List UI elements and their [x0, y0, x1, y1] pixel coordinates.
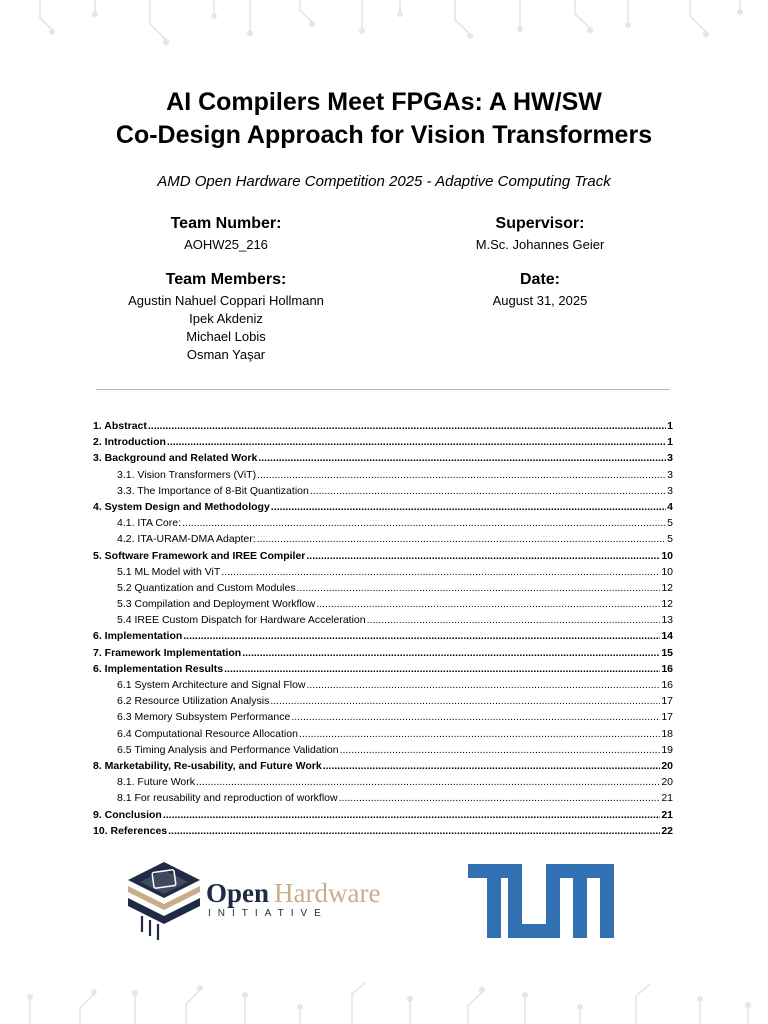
toc-entry[interactable]	[93, 612, 673, 628]
toc-entry-page: 17	[661, 695, 673, 708]
toc-entry-label: 5.1 ML Model with ViT	[117, 565, 221, 578]
team-member-name: Ipek Akdeniz	[189, 311, 263, 326]
toc-entry[interactable]	[93, 661, 673, 677]
supervisor-block	[410, 214, 670, 254]
toc-entry[interactable]	[93, 548, 673, 564]
toc-entry[interactable]	[93, 418, 673, 434]
toc-entry-page: 12	[661, 598, 673, 611]
toc-leader-dots	[297, 580, 661, 596]
team-number-block	[96, 214, 356, 254]
toc-leader-dots	[306, 548, 660, 564]
toc-entry[interactable]	[93, 531, 673, 547]
toc-entry-page: 21	[661, 792, 673, 805]
logo-tagline: INITIATIVE	[208, 908, 328, 919]
toc-entry-label: 3.3. The Importance of 8-Bit Quantization	[117, 484, 309, 497]
toc-entry-page: 1	[667, 420, 673, 432]
toc-entry[interactable]	[93, 515, 673, 531]
toc-leader-dots	[257, 467, 666, 483]
toc-leader-dots	[291, 709, 660, 725]
toc-entry-label: 6. Implementation Results	[93, 662, 224, 675]
toc-leader-dots	[224, 661, 660, 677]
toc-entry-label: 4.2. ITA-URAM-DMA Adapter:	[117, 533, 256, 546]
toc-entry[interactable]	[93, 790, 673, 806]
toc-entry-page: 21	[661, 808, 673, 821]
toc-entry-label: 7. Framework Implementation	[93, 646, 242, 659]
toc-entry-page: 10	[661, 565, 673, 578]
toc-leader-dots	[196, 774, 660, 790]
supervisor-value: M.Sc. Johannes Geier	[475, 237, 605, 252]
openhardware-logo	[128, 862, 398, 944]
toc-entry-page: 18	[661, 727, 673, 740]
toc-leader-dots	[340, 742, 661, 758]
toc-entry-page: 3	[667, 484, 673, 497]
toc-entry-page: 16	[661, 679, 673, 691]
circuit-pattern-top	[0, 0, 768, 50]
toc-leader-dots	[167, 434, 666, 450]
table-of-contents	[93, 418, 673, 839]
toc-entry-page: 1	[667, 436, 673, 449]
toc-leader-dots	[339, 790, 661, 806]
toc-entry-page: 4	[667, 500, 673, 513]
toc-entry-page: 19	[661, 743, 673, 756]
circuit-pattern-bottom	[0, 980, 768, 1024]
toc-entry-page: 3	[667, 468, 673, 481]
toc-entry-label: 2. Introduction	[93, 436, 166, 449]
toc-entry[interactable]	[93, 677, 673, 693]
toc-entry[interactable]	[93, 434, 673, 450]
toc-entry[interactable]	[93, 467, 673, 483]
toc-entry-label: 8. Marketability, Re-usability, and Future Work	[93, 759, 322, 772]
toc-entry[interactable]	[93, 823, 673, 839]
toc-entry-label: 6.5 Timing Analysis and Performance Validation	[117, 743, 339, 756]
horizontal-divider	[96, 389, 670, 390]
toc-entry-page: 5	[667, 517, 673, 530]
title-line-2: Co-Design Approach for Vision Transformers	[115, 121, 653, 149]
toc-entry-label: 5. Software Framework and IREE Compiler	[93, 549, 306, 562]
toc-entry-label: 8.1. Future Work	[117, 776, 196, 789]
toc-entry-page: 20	[661, 776, 673, 789]
date-block	[410, 270, 670, 310]
toc-entry-label: 10. References	[93, 824, 168, 837]
toc-entry-page: 15	[661, 646, 673, 659]
team-member-name: Osman Yaşar	[186, 347, 266, 362]
team-number-heading: Team Number:	[170, 215, 282, 232]
logo-word-hardware: Hardware	[274, 878, 381, 908]
toc-entry-label: 6.1 System Architecture and Signal Flow	[117, 679, 306, 691]
toc-leader-dots	[168, 823, 660, 839]
toc-entry[interactable]	[93, 564, 673, 580]
toc-entry[interactable]	[93, 774, 673, 790]
toc-entry-label: 5.4 IREE Custom Dispatch for Hardware Acceleration	[117, 614, 366, 627]
toc-entry[interactable]	[93, 807, 673, 823]
toc-entry[interactable]	[93, 758, 673, 774]
chip-stack-icon	[128, 862, 200, 940]
document-title	[0, 86, 768, 152]
toc-leader-dots	[270, 693, 660, 709]
toc-leader-dots	[316, 596, 660, 612]
toc-entry-page: 5	[667, 533, 673, 546]
toc-leader-dots	[367, 612, 661, 628]
toc-leader-dots	[242, 645, 660, 661]
toc-leader-dots	[221, 564, 660, 580]
team-member-name: Agustin Nahuel Coppari Hollmann	[128, 293, 324, 308]
subtitle: AMD Open Hardware Competition 2025 - Adaptive Computing Track	[157, 173, 611, 190]
toc-entry[interactable]	[93, 645, 673, 661]
toc-leader-dots	[182, 515, 666, 531]
toc-entry-label: 6.4 Computational Resource Allocation	[117, 727, 298, 740]
toc-entry-page: 22	[661, 824, 673, 837]
toc-entry-page: 16	[661, 662, 673, 675]
toc-entry[interactable]	[93, 596, 673, 612]
toc-entry[interactable]	[93, 499, 673, 515]
toc-leader-dots	[323, 758, 661, 774]
title-line-1: AI Compilers Meet FPGAs: A HW/SW	[166, 88, 602, 116]
toc-entry-page: 10	[661, 549, 673, 562]
team-number-value: AOHW25_216	[184, 237, 268, 252]
toc-entry-label: 4. System Design and Methodology	[93, 500, 270, 513]
toc-leader-dots	[183, 628, 660, 644]
toc-entry-label: 3. Background and Related Work	[93, 452, 258, 465]
team-members-heading: Team Members:	[165, 271, 287, 288]
toc-entry-label: 9. Conclusion	[93, 808, 162, 821]
toc-entry[interactable]	[93, 709, 673, 725]
toc-entry-page: 17	[661, 711, 673, 724]
toc-entry-page: 14	[661, 630, 673, 643]
supervisor-heading: Supervisor:	[495, 215, 585, 232]
team-member-name: Michael Lobis	[186, 329, 266, 344]
toc-leader-dots	[310, 483, 666, 499]
toc-entry[interactable]	[93, 483, 673, 499]
toc-entry-label: 6.2 Resource Utilization Analysis	[117, 695, 270, 708]
toc-entry-page: 13	[661, 614, 673, 627]
toc-leader-dots	[307, 677, 661, 693]
toc-entry-label: 1. Abstract	[93, 420, 147, 432]
toc-leader-dots	[299, 726, 660, 742]
toc-entry-page: 3	[667, 452, 673, 465]
date-heading: Date:	[519, 271, 560, 288]
toc-leader-dots	[163, 807, 660, 823]
toc-entry[interactable]	[93, 450, 673, 466]
toc-leader-dots	[258, 450, 666, 466]
team-members-block	[96, 270, 356, 364]
toc-entry-label: 5.3 Compilation and Deployment Workflow	[117, 598, 316, 611]
toc-entry-label: 8.1 For reusability and reproduction of workflow	[117, 792, 338, 805]
toc-entry-label: 3.1. Vision Transformers (ViT)	[117, 468, 257, 481]
toc-entry[interactable]	[93, 580, 673, 596]
toc-entry-page: 12	[661, 581, 673, 594]
toc-leader-dots	[271, 499, 666, 515]
toc-entry-label: 4.1. ITA Core:	[117, 517, 181, 530]
logo-word-open: Open	[206, 878, 270, 908]
toc-entry[interactable]	[93, 742, 673, 758]
tum-logo	[468, 864, 614, 938]
toc-leader-dots	[148, 418, 666, 434]
toc-leader-dots	[257, 531, 666, 547]
toc-entry[interactable]	[93, 693, 673, 709]
toc-entry-label: 5.2 Quantization and Custom Modules	[117, 581, 296, 594]
toc-entry-page: 20	[661, 759, 673, 772]
date-value: August 31, 2025	[492, 293, 588, 308]
toc-entry-label: 6.3 Memory Subsystem Performance	[117, 711, 291, 724]
toc-entry[interactable]	[93, 726, 673, 742]
toc-entry[interactable]	[93, 628, 673, 644]
toc-entry-label: 6. Implementation	[93, 630, 183, 643]
